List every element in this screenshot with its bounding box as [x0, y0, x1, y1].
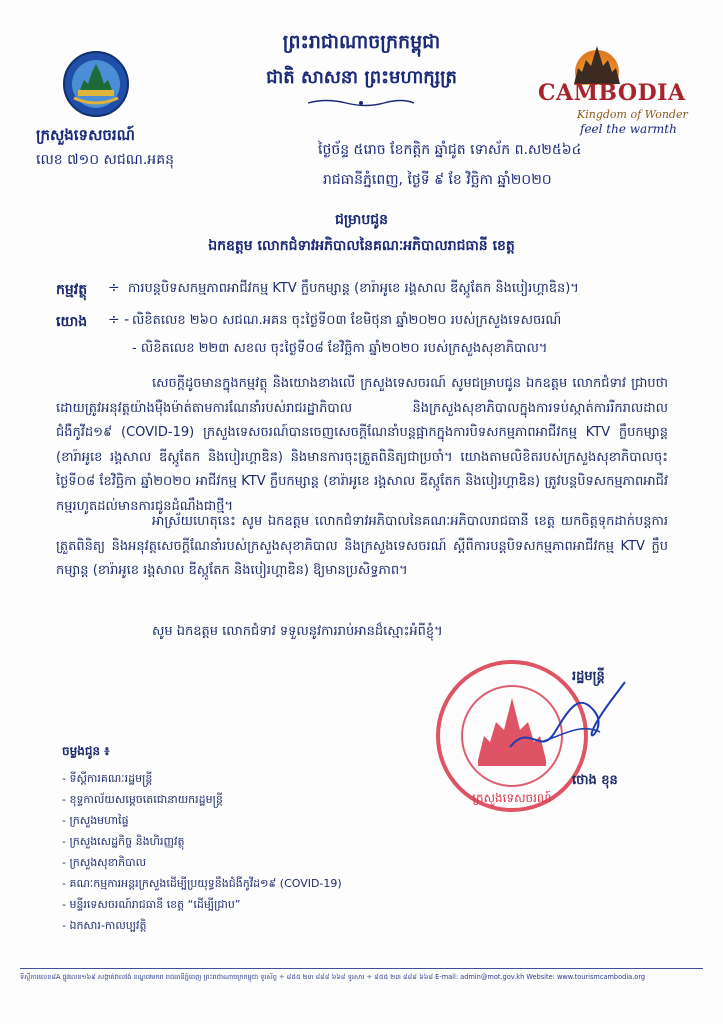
- body-paragraph: សេចក្តីដូចមានក្នុងកម្មវត្ថុ និងយោងខាងលើ ក្រសួងទេសចរណ៍ សូមជម្រាបជូន ឯកឧត្តម លោកជំទាវ ជ្រាបថា ដោយត្រូវអនុវត្តយ៉ាងម៉ឺងម៉ាត់តាមការណែនាំរបស់រាជរដ្ឋាភិបាល និងក្រសួងសុខាភិបាលក្នុងការទប់ស្កាត់ការរីករាលដាលជំងឺកូវីដ១៩ (COVID-19) ក្រសួងទេសចរណ៍បានចេញសេចក្តីណែនាំបន្តផ្អាកក្នុងការបិទសកម្មភាពអាជីវកម្ម KTV ក្លឹបកម្សាន្ត (ខារ៉ាអូខេ រង្គសាល ឌីស្កូតែក និងបៀរហ្គាឌិន) និងមានការចុះត្រួតពិនិត្យជាប្រចាំ។ យោងតាមលិខិតរបស់ក្រសួងសុខាភិបាលចុះថ្ងៃទី០៨ ខែវិច្ឆិកា ឆ្នាំ២០២០ អាជីវកម្ម KTV ក្លឹបកម្សាន្ត (ខារ៉ាអូខេ រង្គសាល ឌីស្កូតែក និងបៀរហ្គាឌិន) ត្រូវបន្តបិទសកម្មភាពអាជីវកម្មរហូតដល់មានការជូនដំណឹងជាថ្មី។: [56, 376, 668, 514]
- ministry-name: ក្រសួងទេសចរណ៍: [36, 126, 135, 144]
- seal-text: ក្រសួងទេសចរណ៍: [472, 791, 552, 805]
- list-item: - ក្រសួងមហាផ្ទៃ: [62, 814, 129, 827]
- list-item: - មន្ទីរទេសចរណ៍រាជធានី ខេត្ត “ដើម្បីជ្រាប”: [62, 898, 241, 911]
- list-item: - គណៈកម្មការអន្តរក្រសួងដើម្បីប្រយុទ្ធនឹងជំងឺកូវីដ១៩ (COVID-19): [62, 877, 342, 890]
- subject-separator: ÷: [108, 280, 120, 296]
- recipient-line: ឯកឧត្តម លោកជំទាវអភិបាលនៃគណៈអភិបាលរាជធានី ខេត្ត: [208, 238, 515, 254]
- cc-list: [62, 768, 342, 936]
- brand-name: CAMBODIA: [538, 80, 686, 106]
- closing-line: សូម ឯកឧត្តម លោកជំទាវ ទទួលនូវការរាប់អានដ៏ស្មោះអំពីខ្ញុំ។: [152, 624, 443, 639]
- footer-contact: ទីស្តីការលេខ៨A ផ្លូវលេខ១៦៩ សង្កាត់វាលវង់ ខណ្ឌ៧មករា រាជធានីភ្នំពេញ ព្រះរាជាណាចក្រកម្ពុជា ទូរស័ព្ទ ÷ ៨៥៥ ២៣ ៨៨៨ ៦៦៨ ទូរសារ ÷ ៨៥៥ ២៣ ៨៨៨ ៦៦៨ E-mail: admin@mot.gov.kh Website: www.tourismcambodia.org: [20, 973, 646, 981]
- ministry-emblem-icon: [62, 50, 130, 118]
- document-number: លេខ ៧១០ សជណ.អគនុ: [36, 152, 174, 168]
- footer-divider: [20, 968, 703, 969]
- cc-title: ចម្លងជូន ៖: [62, 744, 110, 758]
- signatory-title: រដ្ឋមន្ត្រី: [572, 669, 605, 684]
- list-item: - ឯកសារ-កាលប្បវត្តិ: [62, 919, 147, 932]
- reference-separator: ÷ -: [108, 312, 130, 328]
- lunar-date: ថ្ងៃច័ន្ទ ៥រោច ខែកត្តិក ឆ្នាំជូត ទោស័ក ព.ស២៥៦៤: [318, 142, 582, 158]
- reference-item: - លិខិតលេខ ២២៣ សខល ចុះថ្ងៃទី០៨ ខែវិច្ឆិកា ឆ្នាំ២០២០ របស់ក្រសួងសុខាភិបាល។: [132, 341, 548, 356]
- reference-label: យោង: [56, 314, 88, 330]
- signature-icon: [500, 662, 630, 772]
- solar-date: រាជធានីភ្នំពេញ, ថ្ងៃទី ៩ ខែ វិច្ឆិកា ឆ្នាំ២០២០: [323, 172, 552, 188]
- national-motto: ជាតិ សាសនា ព្រះមហាក្សត្រ: [266, 67, 457, 88]
- brand-tagline-primary: Kingdom of Wonder: [577, 108, 688, 121]
- signatory-name: ថោង ខុន: [572, 773, 618, 788]
- list-item: - ក្រសួងសុខាភិបាល: [62, 856, 147, 869]
- body-paragraph: អាស្រ័យហេតុនេះ សូម ឯកឧត្តម លោកជំទាវអភិបាលនៃគណៈអភិបាលរាជធានី ខេត្ត យកចិត្តទុកដាក់បន្តការត្រួតពិនិត្យ និងអនុវត្តសេចក្តីណែនាំរបស់ក្រសួងសុខាភិបាល និងក្រសួងទេសចរណ៍ ស្តីពីការបន្តបិទសកម្មភាពអាជីវកម្ម KTV ក្លឹបកម្សាន្ត (ខារ៉ាអូខេ រង្គសាល ឌីស្កូតែក និងបៀរហ្គាឌិន) ឱ្យមានប្រសិទ្ធភាព។: [56, 514, 668, 578]
- salutation-respect: ជម្រាបជូន: [334, 212, 389, 228]
- list-item: - ខុទ្ទកាល័យសម្តេចតេជោនាយករដ្ឋមន្ត្រី: [62, 793, 223, 806]
- angkor-temple-logo-icon: [562, 40, 632, 85]
- ornament-divider-icon: [306, 98, 416, 108]
- subject-text: ការបន្តបិទសកម្មភាពអាជីវកម្ម KTV ក្លឹបកម្សាន្ត (ខារ៉ាអូខេ រង្គសាល ឌីស្កូតែក និងបៀរហ្គាឌិន)។: [128, 281, 579, 296]
- subject-label: កម្មវត្ថុ: [56, 282, 88, 298]
- kingdom-heading: ព្រះរាជាណាចក្រកម្ពុជា: [282, 31, 441, 53]
- reference-item: លិខិតលេខ ២៦០ សជណ.អគន ចុះថ្ងៃទី០៣ ខែមិថុនា ឆ្នាំ២០២០ របស់ក្រសួងទេសចរណ៍: [132, 313, 562, 328]
- list-item: - ក្រសួងសេដ្ឋកិច្ច និងហិរញ្ញវត្ថុ: [62, 835, 185, 848]
- brand-tagline-secondary: feel the warmth: [580, 122, 677, 136]
- list-item: - ទីស្តីការគណៈរដ្ឋមន្ត្រី: [62, 772, 153, 785]
